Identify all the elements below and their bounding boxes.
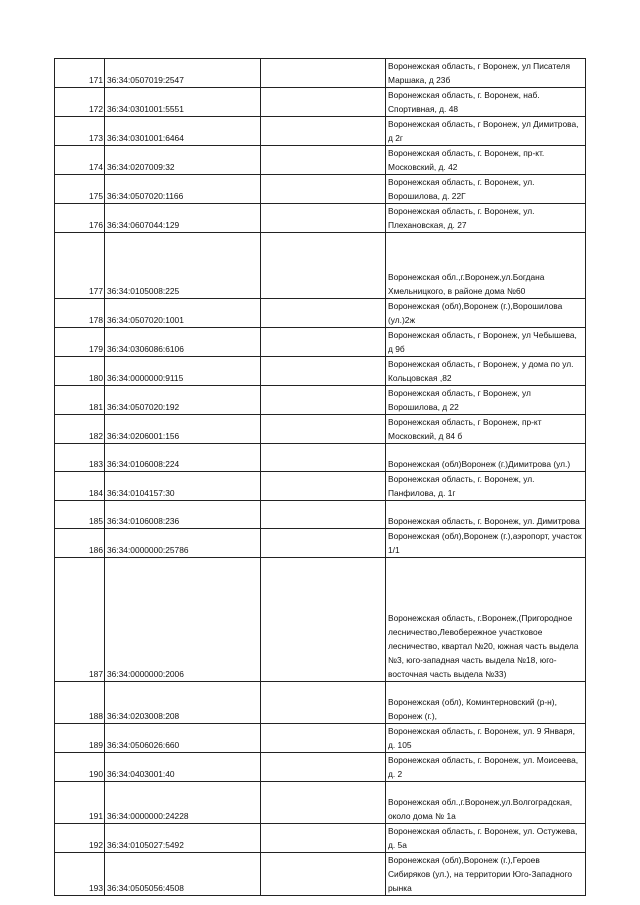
cadastral-number: 36:34:0403001:40 — [105, 753, 261, 782]
address-cell: Воронежская область, г. Воронеж, ул. Димитрова — [386, 501, 586, 529]
address-cell: Воронежская область, г Воронеж, пр-кт Московский, д 84 б — [386, 415, 586, 444]
cadastral-number: 36:34:0207009:32 — [105, 146, 261, 175]
empty-cell — [261, 233, 386, 299]
table-row — [55, 88, 586, 117]
address-cell: Воронежская область, г Воронеж, ул Димитрова, д 2г — [386, 117, 586, 146]
table-row — [55, 472, 586, 501]
row-number: 183 — [55, 444, 105, 472]
table-row — [55, 59, 586, 88]
empty-cell — [261, 853, 386, 896]
empty-cell — [261, 88, 386, 117]
address-cell: Воронежская область, г. Воронеж, ул. Моисеева, д. 2 — [386, 753, 586, 782]
cadastral-number: 36:34:0507019:2547 — [105, 59, 261, 88]
table-row — [55, 117, 586, 146]
table-row — [55, 415, 586, 444]
empty-cell — [261, 501, 386, 529]
cadastral-number: 36:34:0105008:225 — [105, 233, 261, 299]
table-row — [55, 233, 586, 299]
cadastral-number: 36:34:0000000:24228 — [105, 782, 261, 824]
empty-cell — [261, 204, 386, 233]
cadastral-number: 36:34:0505056:4508 — [105, 853, 261, 896]
address-cell: Воронежская область, г. Воронеж, ул. 9 Января, д. 105 — [386, 724, 586, 753]
address-cell: Воронежская обл.,г.Воронеж,ул.Волгоградская, около дома № 1а — [386, 782, 586, 824]
table-row — [55, 175, 586, 204]
cadastral-number: 36:34:0000000:9115 — [105, 357, 261, 386]
cadastral-number: 36:34:0301001:5551 — [105, 88, 261, 117]
cadastral-number: 36:34:0301001:6464 — [105, 117, 261, 146]
table-row — [55, 682, 586, 724]
table-row — [55, 204, 586, 233]
table-row — [55, 824, 586, 853]
table-row — [55, 753, 586, 782]
address-cell: Воронежская область, г. Воронеж, пр-кт. Московский, д. 42 — [386, 146, 586, 175]
table-row — [55, 357, 586, 386]
row-number: 193 — [55, 853, 105, 896]
address-cell: Воронежская область, г. Воронеж, ул. Остужева, д. 5а — [386, 824, 586, 853]
address-cell: Воронежская область, г Воронеж, ул Чебышева, д 9б — [386, 328, 586, 357]
empty-cell — [261, 117, 386, 146]
address-cell: Воронежская область, г. Воронеж, наб. Спортивная, д. 48 — [386, 88, 586, 117]
empty-cell — [261, 357, 386, 386]
empty-cell — [261, 146, 386, 175]
cadastral-number: 36:34:0507020:1166 — [105, 175, 261, 204]
row-number: 184 — [55, 472, 105, 501]
cadastral-number: 36:34:0507020:192 — [105, 386, 261, 415]
row-number: 172 — [55, 88, 105, 117]
row-number: 191 — [55, 782, 105, 824]
empty-cell — [261, 175, 386, 204]
empty-cell — [261, 558, 386, 682]
cadastral-number: 36:34:0000000:2006 — [105, 558, 261, 682]
table-row — [55, 558, 586, 682]
address-cell: Воронежская (обл),Воронеж (г.),Ворошилова (ул.)2ж — [386, 299, 586, 328]
table-row — [55, 529, 586, 558]
table-row — [55, 146, 586, 175]
empty-cell — [261, 782, 386, 824]
row-number: 185 — [55, 501, 105, 529]
row-number: 179 — [55, 328, 105, 357]
address-cell: Воронежская область, г. Воронеж, ул. Панфилова, д. 1г — [386, 472, 586, 501]
table-row — [55, 853, 586, 896]
row-number: 192 — [55, 824, 105, 853]
row-number: 178 — [55, 299, 105, 328]
address-cell: Воронежская область, г. Воронеж, ул. Ворошилова, д. 22Г — [386, 175, 586, 204]
cadastral-number: 36:34:0106008:224 — [105, 444, 261, 472]
row-number: 188 — [55, 682, 105, 724]
empty-cell — [261, 724, 386, 753]
table-row — [55, 299, 586, 328]
row-number: 187 — [55, 558, 105, 682]
empty-cell — [261, 682, 386, 724]
empty-cell — [261, 444, 386, 472]
table-row — [55, 328, 586, 357]
table-row — [55, 724, 586, 753]
cadastral-number: 36:34:0104157:30 — [105, 472, 261, 501]
address-cell: Воронежская (обл),Воронеж (г.),Героев Сибиряков (ул.), на территории Юго-Западного рынка — [386, 853, 586, 896]
cadastral-table — [54, 58, 586, 896]
empty-cell — [261, 386, 386, 415]
address-cell: Воронежская область, г Воронеж, ул Ворошилова, д 22 — [386, 386, 586, 415]
table-row — [55, 501, 586, 529]
address-cell: Воронежская область, г Воронеж, у дома по ул. Кольцовская ,82 — [386, 357, 586, 386]
table-body — [55, 59, 586, 896]
empty-cell — [261, 472, 386, 501]
table-row — [55, 782, 586, 824]
row-number: 174 — [55, 146, 105, 175]
cadastral-number: 36:34:0203008:208 — [105, 682, 261, 724]
empty-cell — [261, 529, 386, 558]
cadastral-number: 36:34:0206001:156 — [105, 415, 261, 444]
row-number: 189 — [55, 724, 105, 753]
cadastral-number: 36:34:0506026:660 — [105, 724, 261, 753]
row-number: 180 — [55, 357, 105, 386]
table-row — [55, 444, 586, 472]
row-number: 182 — [55, 415, 105, 444]
address-cell: Воронежская (обл)Воронеж (г.)Димитрова (ул.) — [386, 444, 586, 472]
empty-cell — [261, 824, 386, 853]
address-cell: Воронежская (обл), Коминтерновский (р-н), Воронеж (г.), — [386, 682, 586, 724]
address-cell: Воронежская область, г.Воронеж,(Пригородное лесничество,Левобережное участковое лесничество, квартал №20, южная часть выдела №3, юго-западная часть выдела №18, юго-восточная часть выдела №33) — [386, 558, 586, 682]
cadastral-number: 36:34:0000000:25786 — [105, 529, 261, 558]
row-number: 171 — [55, 59, 105, 88]
empty-cell — [261, 299, 386, 328]
empty-cell — [261, 753, 386, 782]
row-number: 181 — [55, 386, 105, 415]
row-number: 190 — [55, 753, 105, 782]
row-number: 175 — [55, 175, 105, 204]
row-number: 186 — [55, 529, 105, 558]
cadastral-number: 36:34:0105027:5492 — [105, 824, 261, 853]
row-number: 177 — [55, 233, 105, 299]
table-row — [55, 386, 586, 415]
cadastral-number: 36:34:0306086:6106 — [105, 328, 261, 357]
row-number: 176 — [55, 204, 105, 233]
row-number: 173 — [55, 117, 105, 146]
address-cell: Воронежская область, г. Воронеж, ул. Плехановская, д. 27 — [386, 204, 586, 233]
empty-cell — [261, 328, 386, 357]
empty-cell — [261, 59, 386, 88]
address-cell: Воронежская область, г Воронеж, ул Писателя Маршака, д 23б — [386, 59, 586, 88]
address-cell: Воронежская (обл),Воронеж (г.),аэропорт, участок 1/1 — [386, 529, 586, 558]
address-cell: Воронежская обл.,г.Воронеж,ул.Богдана Хмельницкого, в районе дома №60 — [386, 233, 586, 299]
cadastral-number: 36:34:0607044:129 — [105, 204, 261, 233]
cadastral-number: 36:34:0507020:1001 — [105, 299, 261, 328]
empty-cell — [261, 415, 386, 444]
cadastral-number: 36:34:0106008:236 — [105, 501, 261, 529]
